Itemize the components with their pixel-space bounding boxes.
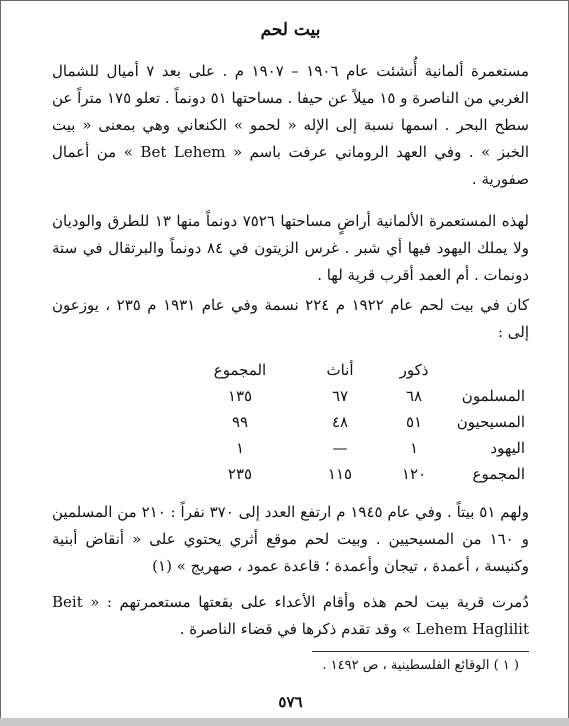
paragraph-lands: لهذه المستعمرة الألمانية أراضٍ مساحتها ٧٥٢٦ دونماً منها ١٣ للطرق والوديان ولا يملك اليهود فيها أي شبر . غرس الزيتون في ٨٤ دونماً والبرتقال في ستة دونمات . أم العمد أقرب قرية لها . — [52, 212, 529, 284]
table-header-row — [177, 357, 525, 383]
table-row — [177, 383, 525, 409]
population-table — [177, 357, 525, 487]
paragraph-intro: مستعمرة ألمانية أُنشئت عام ١٩٠٦ – ١٩٠٧ م . على بعد ٧ أميال للشمال الغربي من الناصرة و ١٥ ميلاً عن حيفا . مساحتها ٥١ دونماً . تعلو ١٧٥ متراً عن سطح البحر . اسمها نسبة إلى الإله « لحمو » الكنعاني وهي بمعنى « بيت الخبز » . وفي العهد الروماني عرفت باسم « Bet Lehem » من أعمال صفورية . — [52, 62, 530, 188]
table-cell: ٢٣٥ — [227, 465, 253, 483]
page-number: ٥٧٦ — [278, 693, 303, 711]
table-cell: ١٢٠ — [401, 465, 427, 483]
table-row — [177, 409, 525, 435]
table-cell: المسيحيون — [456, 413, 525, 431]
table-row — [177, 435, 525, 461]
table-cell: — — [332, 439, 348, 457]
table-cell: ١ — [235, 439, 245, 457]
table-cell: المسلمون — [461, 387, 525, 405]
footnote-divider — [312, 651, 529, 652]
table-cell: ١١٥ — [327, 465, 353, 483]
page-title: بيت لحم — [260, 20, 321, 40]
table-cell: ١ — [409, 439, 419, 457]
table-cell: اليهود — [490, 439, 525, 457]
bottom-scroll-strip — [0, 718, 569, 726]
table-header-cell: المجموع — [213, 361, 267, 379]
table-cell: ٥١ — [405, 413, 423, 431]
paragraph-houses: ولهم ٥١ بيتاً . وفي عام ١٩٤٥ م ارتفع العدد إلى ٣٧٠ نفراً : ٢١٠ من المسلمين و ١٦٠ من المسيحيين . وبيت لحم موقع أثري يحتوي على « أنقاض أبنية وكنيسة ، أعمدة ، تيجان وأعمدة ؛ قاعدة عمود ، صهريج » (١) — [52, 503, 529, 575]
table-cell: ٦٧ — [331, 387, 349, 405]
table-header-cell: أناث — [326, 361, 354, 379]
table-cell: ٩٩ — [231, 413, 249, 431]
footnote: ( ١ ) الوقائع الفلسطينية ، ص ١٤٩٢ . — [322, 658, 519, 673]
table-row — [177, 461, 525, 487]
table-cell: المجموع — [472, 465, 525, 483]
table-header-cell — [451, 357, 525, 383]
table-cell: ٤٨ — [331, 413, 349, 431]
table-cell: ٦٨ — [405, 387, 423, 405]
table-cell: ١٣٥ — [227, 387, 253, 405]
table-header-cell: ذكور — [399, 361, 429, 379]
paragraph-destruction: دُمرت قرية بيت لحم هذه وأقام الأعداء على بقعتها مستعمرتهم : « Beit Lehem Haglilit » وقد تقدم ذكرها في قضاء الناصرة . — [52, 593, 529, 638]
paragraph-population: كان في بيت لحم عام ١٩٢٢ م ٢٢٤ نسمة وفي عام ١٩٣١ م ٢٣٥ ، يوزعون إلى : — [52, 296, 530, 341]
